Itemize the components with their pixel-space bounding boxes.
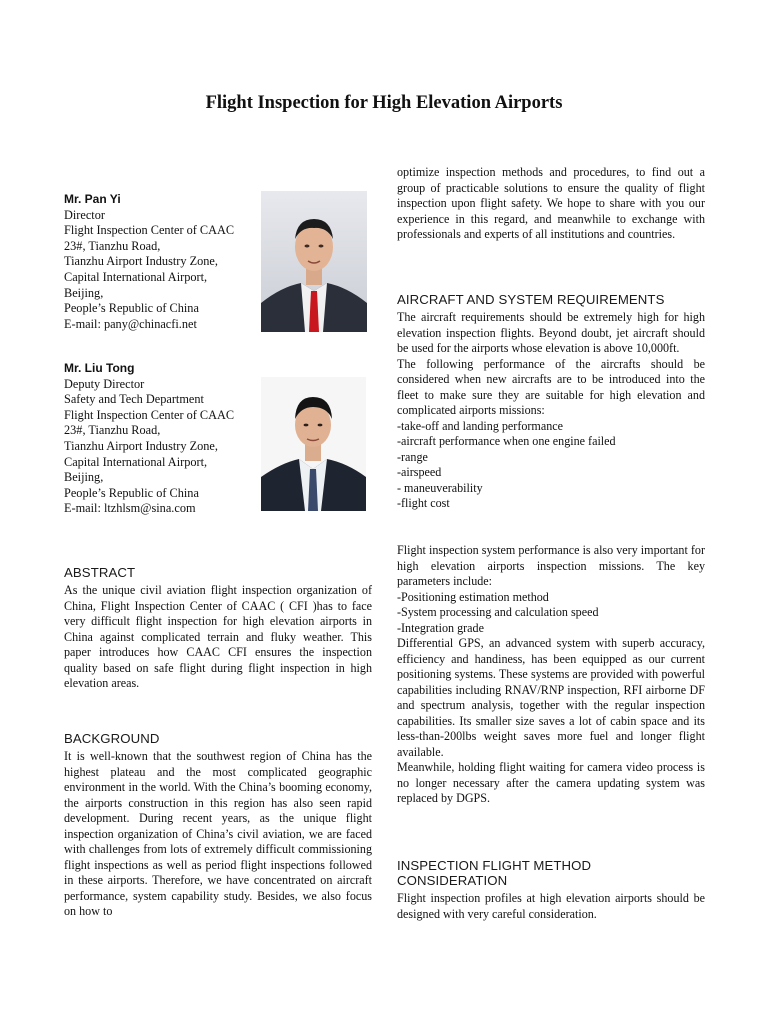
section-heading: INSPECTION FLIGHT METHOD CONSIDERATION — [397, 858, 592, 888]
author-block-1 — [64, 192, 264, 332]
background-text: It is well-known that the southwest region of China has the highest plateau and the most complicated geographic environment in the world. With the China’s booming economy, the airports construction in this region has also seen rapid development. During recent years, as the unique flight inspection organization of China’s civil aviation, we are faced with challenges from lots of extremely difficult commissioning flight inspections as well as period flight inspections followed in these airports. Therefore, we have concentrated on aircraft performance, system capability study. Besides, we also focus on how to — [64, 749, 372, 918]
dgps-paragraph: Differential GPS, an advanced system with superb accuracy, efficiency and handiness, has been equipped as our current positioning systems. These systems are provided with powerful capabilities including RNAV/RNP inspection, RFI airborne DF and spectrum analysis, together with the regular inspection capabilities. Its smaller size saves a lot of cabin space and its less-than-200lbs weight saves more fuel and longer flight available. — [397, 636, 705, 759]
list-item: -airspeed — [397, 465, 442, 479]
list-item: -aircraft performance when one engine failed — [397, 434, 616, 448]
intro-continuation — [397, 165, 705, 243]
author-name: Mr. Pan Yi — [64, 192, 121, 206]
intro-text: optimize inspection methods and procedures, to find out a group of practicable solutions to ensure the quality of flight inspection upon flight safety. We hope to share with you our experience in this regard, and meanwhile to exchange with professionals and experts of all institutions and countries. — [397, 165, 705, 241]
list-item: -Positioning estimation method — [397, 589, 549, 604]
author-line: Director — [64, 207, 105, 222]
author-line: Beijing, — [64, 470, 104, 485]
system-performance — [397, 543, 705, 807]
author-line: Deputy Director — [64, 376, 145, 391]
author-line: Tianzhu Airport Industry Zone, — [64, 438, 218, 453]
author-line: People’s Republic of China — [64, 301, 199, 316]
list-item: -System processing and calculation speed — [397, 605, 599, 619]
author-name: Mr. Liu Tong — [64, 361, 135, 375]
aircraft-section — [397, 292, 705, 512]
list-item: - maneuverability — [397, 480, 483, 495]
author-email: E-mail: ltzhlsm@sina.com — [64, 501, 196, 516]
list-item: -Integration grade — [397, 620, 484, 635]
author-line: Flight Inspection Center of CAAC — [64, 407, 235, 422]
system-paragraph: Flight inspection system performance is also very important for high elevation airports inspection missions. The key parameters include: — [397, 543, 705, 588]
section-heading: BACKGROUND — [64, 731, 160, 746]
list-item: -take-off and landing performance — [397, 418, 563, 433]
author-line: Capital International Airport, — [64, 454, 208, 469]
author-line: 23#, Tianzhu Road, — [64, 423, 161, 438]
abstract-section — [64, 565, 372, 692]
author-email: E-mail: pany@chinacfi.net — [64, 316, 197, 331]
background-section — [64, 731, 372, 920]
author-line: 23#, Tianzhu Road, — [64, 238, 161, 253]
section-heading: ABSTRACT — [64, 565, 136, 580]
camera-paragraph: Meanwhile, holding flight waiting for camera video process is no longer necessary after the camera updating system was replaced by DGPS. — [397, 760, 705, 805]
portrait-image — [261, 191, 367, 332]
author-photo-1 — [261, 191, 367, 332]
list-item: -flight cost — [397, 496, 450, 510]
portrait-image — [261, 377, 366, 511]
aircraft-paragraph-1: The aircraft requirements should be extremely high for high elevation inspection flights. Beyond doubt, jet aircraft should be used for the airports whose elevation is above 10,000ft. — [397, 310, 705, 355]
author-line: People’s Republic of China — [64, 485, 199, 500]
author-block-2 — [64, 361, 264, 517]
abstract-text: As the unique civil aviation flight inspection organization of China, Flight Inspection Center of CAAC ( CFI )has to face very difficult flight inspection for high elevation airports in China against complicated terrain and fluky weather. This paper introduces how CAAC CFI ensures the inspection quality based on safe flight during flight inspection in high elevation areas. — [64, 583, 372, 690]
aircraft-paragraph-2: The following performance of the aircrafts should be considered when new aircrafts are to be introduced into the fleet to make sure they are suitable for high elevation and complicated airports missions: — [397, 356, 705, 417]
method-section — [397, 858, 705, 922]
author-line: Capital International Airport, — [64, 269, 208, 284]
author-line: Safety and Tech Department — [64, 392, 204, 407]
author-line: Beijing, — [64, 285, 104, 300]
list-item: -range — [397, 449, 428, 464]
author-line: Tianzhu Airport Industry Zone, — [64, 254, 218, 269]
section-heading: AIRCRAFT AND SYSTEM REQUIREMENTS — [397, 292, 665, 307]
author-line: Flight Inspection Center of CAAC — [64, 223, 235, 238]
paper-title: Flight Inspection for High Elevation Airports — [205, 93, 563, 113]
author-photo-2 — [261, 377, 366, 511]
method-text: Flight inspection profiles at high elevation airports should be designed with very careful consideration. — [397, 891, 705, 921]
